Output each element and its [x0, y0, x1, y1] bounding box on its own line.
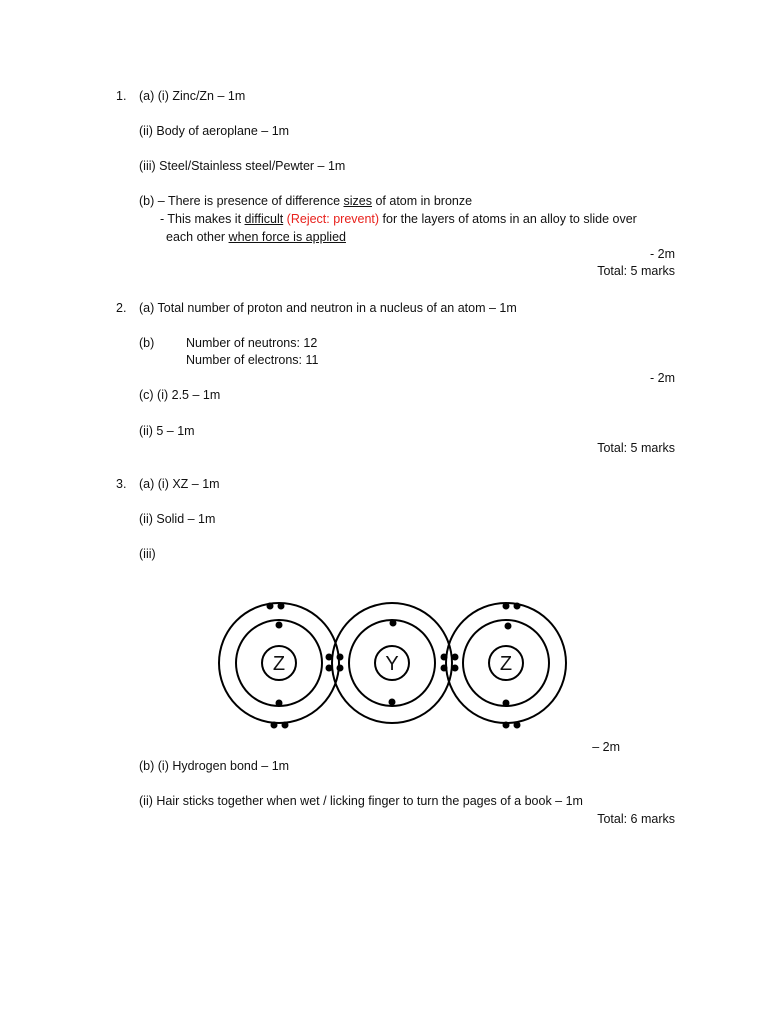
q1-number: 1.: [116, 89, 127, 103]
q1-a-ii: (ii) Body of aeroplane – 1m: [139, 124, 290, 138]
q1-b-reject-note: (Reject: prevent): [283, 212, 380, 226]
q2-a: (a) Total number of proton and neutron in a nucleus of an atom – 1m: [139, 301, 517, 315]
shared-electron: [326, 654, 333, 661]
right-atom-label: Z: [499, 653, 513, 675]
shared-electron: [441, 665, 448, 672]
q3-b-ii: (ii) Hair sticks together when wet / licking finger to turn the pages of a book – 1m: [139, 794, 583, 808]
q1-b-underlined-difficult: difficult: [244, 212, 284, 226]
center-atom-label: Y: [385, 653, 399, 675]
q1-b-line3-text: each other: [166, 230, 229, 244]
q3-b-i: (b) (i) Hydrogen bond – 1m: [139, 759, 290, 773]
q3-a-i: (a) (i) XZ – 1m: [139, 477, 220, 491]
electron: [276, 622, 283, 629]
shared-electron: [326, 665, 333, 672]
q3-a-iii: (iii): [139, 547, 156, 561]
electron: [514, 603, 521, 610]
q1-b-line1-end: of atom in bronze: [372, 194, 473, 208]
q2-total: Total: 5 marks: [597, 441, 675, 455]
shared-electron: [441, 654, 448, 661]
electron: [390, 620, 397, 627]
q1-b-line2-end: for the layers of atoms in an alloy to slide over: [379, 212, 637, 226]
q1-total: Total: 5 marks: [597, 264, 675, 278]
q3-a-ii: (ii) Solid – 1m: [139, 512, 216, 526]
electron: [278, 603, 285, 610]
q2-c-ii: (ii) 5 – 1m: [139, 424, 195, 438]
q2-b-label: (b): [139, 336, 155, 350]
shared-electron: [337, 654, 344, 661]
electron-arrangement-diagram: [205, 595, 585, 745]
electron: [503, 722, 510, 729]
electron: [267, 603, 274, 610]
q3-diagram-marks: – 2m: [592, 740, 620, 754]
q2-b-neutrons: Number of neutrons: 12: [186, 336, 318, 350]
q1-b-underlined-sizes: sizes: [343, 194, 372, 208]
q1-b-line1: [139, 194, 472, 209]
q1-b-line1-text: (b) – There is presence of difference: [139, 194, 344, 208]
q1-b-marks: - 2m: [650, 247, 675, 261]
q1-b-line3: [166, 230, 346, 245]
electron: [505, 623, 512, 630]
electron: [503, 603, 510, 610]
q1-b-line2-text: - This makes it: [160, 212, 245, 226]
q3-total: Total: 6 marks: [597, 812, 675, 826]
electron: [282, 722, 289, 729]
q1-a-i: (a) (i) Zinc/Zn – 1m: [139, 89, 246, 103]
q2-number: 2.: [116, 301, 127, 315]
q1-a-iii: (iii) Steel/Stainless steel/Pewter – 1m: [139, 159, 346, 173]
q2-b-electrons: Number of electrons: 11: [186, 353, 319, 367]
electron: [503, 700, 510, 707]
electron: [514, 722, 521, 729]
electron: [276, 700, 283, 707]
shared-electron: [452, 654, 459, 661]
shared-electron: [452, 665, 459, 672]
q1-b-line2: [160, 212, 637, 227]
q3-number: 3.: [116, 477, 127, 491]
q1-b-underlined-force: when force is applied: [228, 230, 346, 244]
electron: [271, 722, 278, 729]
shared-electron: [337, 665, 344, 672]
electron: [389, 699, 396, 706]
q2-b-marks: - 2m: [650, 371, 675, 385]
q2-c-i: (c) (i) 2.5 – 1m: [139, 388, 221, 402]
left-atom-label: Z: [272, 653, 286, 675]
